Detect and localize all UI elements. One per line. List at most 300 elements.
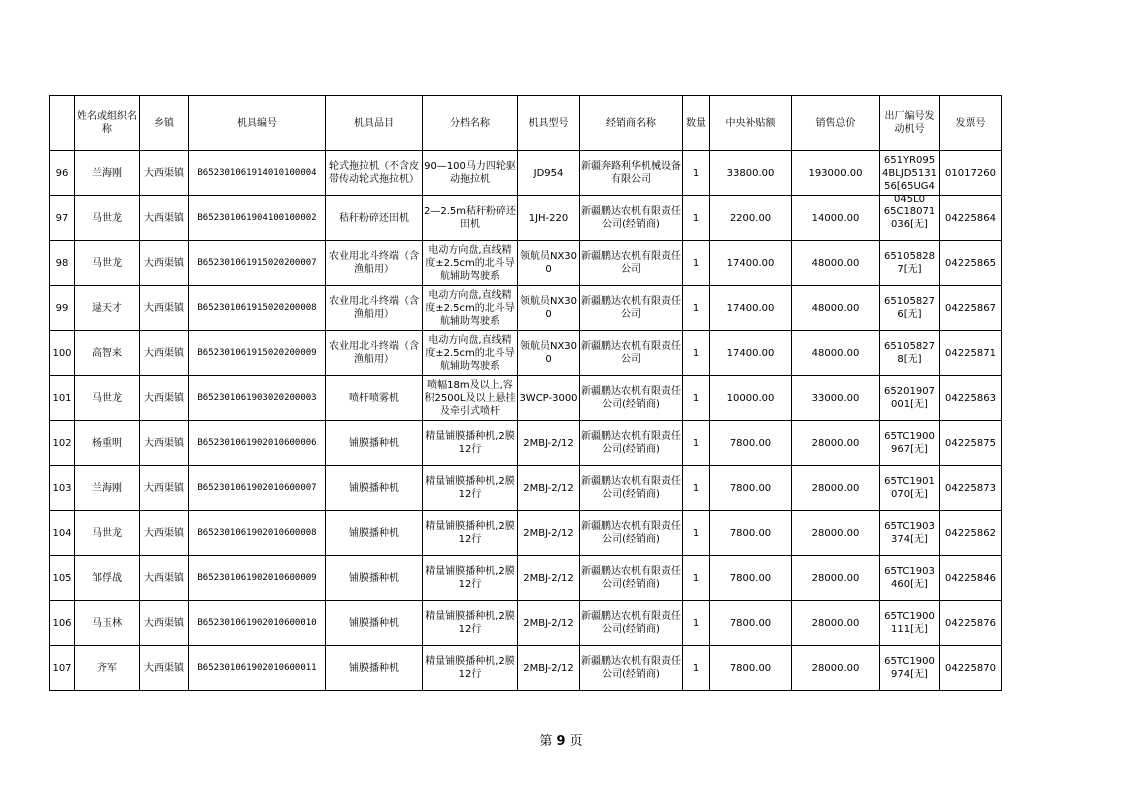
- cell-text: 101: [52, 392, 72, 404]
- cell-machine-number: [189, 331, 326, 376]
- table-row: [50, 421, 1002, 466]
- column-header-row-index: [50, 96, 75, 151]
- table-row: [50, 556, 1002, 601]
- cell-text: 大西渠镇: [144, 392, 184, 404]
- cell-machine-model: [518, 241, 580, 286]
- cell-township: [140, 241, 189, 286]
- cell-machine-number: [189, 151, 326, 196]
- cell-machine-number: [189, 196, 326, 241]
- cell-total-price: [792, 511, 880, 556]
- table-row: [50, 196, 1002, 241]
- cell-text: 04225875: [945, 437, 996, 449]
- cell-text: 28000.00: [811, 617, 860, 629]
- cell-text: 65TC1900974[无]: [884, 656, 935, 680]
- cell-text: 2MBJ-2/12: [523, 482, 574, 494]
- cell-text: 铺膜播种机: [349, 662, 399, 674]
- cell-machine-model: [518, 331, 580, 376]
- cell-text: 精量铺膜播种机,2膜12行: [425, 476, 515, 500]
- column-header-machine-model: 机具型号: [518, 96, 580, 151]
- column-header-machine-number: 机具编号: [189, 96, 326, 151]
- cell-central-subsidy: [710, 196, 792, 241]
- cell-text: B652301061902010600011: [197, 662, 317, 673]
- cell-text: 精量铺膜播种机,2膜12行: [425, 566, 515, 590]
- cell-text: 04225846: [945, 572, 996, 584]
- cell-central-subsidy: [710, 466, 792, 511]
- page-number: 9: [556, 734, 566, 749]
- cell-text: 90—100马力四轮驱动拖拉机: [424, 161, 516, 185]
- cell-central-subsidy: [710, 556, 792, 601]
- cell-total-price: [792, 151, 880, 196]
- cell-text: 大西渠镇: [144, 662, 184, 674]
- cell-applicant-name: [75, 466, 140, 511]
- cell-text: 48000.00: [811, 302, 860, 314]
- cell-text: 104: [52, 527, 72, 539]
- cell-text: 17400.00: [726, 347, 775, 359]
- column-header-total-price: 销售总价: [792, 96, 880, 151]
- cell-text: 1: [692, 482, 700, 494]
- cell-text: 04225864: [945, 212, 996, 224]
- cell-text: B652301061902010600007: [197, 482, 317, 493]
- cell-text: 大西渠镇: [144, 482, 184, 494]
- cell-machine-model: [518, 556, 580, 601]
- cell-text: 马世龙: [92, 212, 122, 224]
- cell-text: 7800.00: [729, 617, 772, 629]
- cell-text: B652301061902010600009: [197, 572, 317, 583]
- cell-text: 102: [52, 437, 72, 449]
- cell-row-index: [50, 286, 75, 331]
- cell-text: 电动方向盘,直线精度±2.5cm的北斗导航辅助驾驶系: [425, 334, 515, 372]
- cell-text: 秸秆粉碎还田机: [339, 212, 409, 224]
- cell-text: 大西渠镇: [144, 572, 184, 584]
- cell-machine-category: [326, 196, 423, 241]
- cell-text: 大西渠镇: [144, 617, 184, 629]
- cell-central-subsidy: [710, 376, 792, 421]
- cell-invoice-number: [940, 421, 1002, 466]
- cell-text: 65TC1900111[无]: [884, 611, 935, 635]
- cell-text: 100: [52, 347, 72, 359]
- cell-total-price: [792, 196, 880, 241]
- cell-machine-model: [518, 196, 580, 241]
- cell-machine-model: [518, 421, 580, 466]
- cell-text: 大西渠镇: [144, 437, 184, 449]
- cell-text: 651058276[无]: [884, 296, 935, 320]
- cell-text: 33000.00: [811, 392, 860, 404]
- cell-text: B652301061915020200007: [197, 257, 317, 268]
- cell-factory-engine-number: [880, 376, 940, 421]
- cell-invoice-number: [940, 331, 1002, 376]
- cell-machine-model: [518, 601, 580, 646]
- column-header-township: 乡镇: [140, 96, 189, 151]
- cell-row-index: [50, 241, 75, 286]
- cell-text: 新疆奔路利华机械设备有限公司: [581, 161, 681, 185]
- cell-factory-engine-number: [880, 601, 940, 646]
- cell-text: 2MBJ-2/12: [523, 617, 574, 629]
- cell-applicant-name: [75, 331, 140, 376]
- cell-text: 04225867: [945, 302, 996, 314]
- table-row: [50, 241, 1002, 286]
- cell-invoice-number: [940, 241, 1002, 286]
- table-row: [50, 331, 1002, 376]
- cell-text: 99: [55, 302, 69, 314]
- cell-text: 2—2.5m秸秆粉碎还田机: [424, 206, 517, 230]
- cell-tier-name: [423, 646, 518, 691]
- cell-text: 7800.00: [729, 572, 772, 584]
- cell-text: 7800.00: [729, 482, 772, 494]
- cell-machine-category: [326, 331, 423, 376]
- cell-machine-model: [518, 466, 580, 511]
- cell-text: 1: [692, 527, 700, 539]
- cell-dealer-name: [580, 376, 683, 421]
- cell-dealer-name: [580, 241, 683, 286]
- cell-text: 电动方向盘,直线精度±2.5cm的北斗导航辅助驾驶系: [425, 244, 515, 282]
- cell-quantity: [683, 286, 710, 331]
- cell-machine-number: [189, 286, 326, 331]
- cell-machine-category: [326, 466, 423, 511]
- cell-text: 651YR0954BLJD513156[65UG4045L0: [882, 154, 937, 205]
- cell-text: 28000.00: [811, 527, 860, 539]
- cell-text: 04225870: [945, 662, 996, 674]
- cell-text: 逯天才: [92, 302, 122, 314]
- cell-factory-engine-number: [880, 511, 940, 556]
- cell-invoice-number: [940, 466, 1002, 511]
- cell-tier-name: [423, 511, 518, 556]
- cell-text: 65TC1900967[无]: [884, 431, 935, 455]
- cell-text: 10000.00: [726, 392, 775, 404]
- cell-text: B652301061914010100004: [197, 167, 317, 178]
- cell-text: 96: [55, 167, 69, 179]
- cell-quantity: [683, 196, 710, 241]
- cell-row-index: [50, 556, 75, 601]
- cell-dealer-name: [580, 196, 683, 241]
- cell-tier-name: [423, 466, 518, 511]
- cell-text: 28000.00: [811, 662, 860, 674]
- cell-central-subsidy: [710, 601, 792, 646]
- cell-text: 精量铺膜播种机,2膜12行: [425, 611, 515, 635]
- cell-text: 农业用北斗终端（含渔船用）: [329, 251, 419, 275]
- cell-text: 马世龙: [92, 527, 122, 539]
- cell-total-price: [792, 466, 880, 511]
- cell-factory-engine-number: [880, 646, 940, 691]
- cell-text: 48000.00: [811, 347, 860, 359]
- cell-text: 1JH-220: [528, 212, 569, 224]
- cell-township: [140, 196, 189, 241]
- cell-text: 1: [692, 437, 700, 449]
- cell-dealer-name: [580, 556, 683, 601]
- cell-text: 1: [692, 662, 700, 674]
- cell-text: 大西渠镇: [144, 212, 184, 224]
- cell-text: 04225862: [945, 527, 996, 539]
- column-header-quantity: 数量: [683, 96, 710, 151]
- cell-text: 33800.00: [726, 167, 775, 179]
- cell-quantity: [683, 646, 710, 691]
- cell-text: 新疆鹏达农机有限责任公司(经销商): [581, 206, 681, 230]
- column-header-applicant-name: 姓名或组织名称: [75, 96, 140, 151]
- cell-machine-category: [326, 511, 423, 556]
- cell-text: 107: [52, 662, 72, 674]
- cell-applicant-name: [75, 151, 140, 196]
- cell-dealer-name: [580, 646, 683, 691]
- cell-machine-model: [518, 286, 580, 331]
- cell-text: 大西渠镇: [144, 302, 184, 314]
- cell-text: 喷幅18m及以上,容积2500L及以上悬挂及牵引式喷杆: [424, 379, 516, 417]
- cell-text: 97: [55, 212, 69, 224]
- cell-invoice-number: [940, 511, 1002, 556]
- cell-central-subsidy: [710, 241, 792, 286]
- cell-text: 新疆鹏达农机有限责任公司(经销商): [581, 521, 681, 545]
- cell-row-index: [50, 511, 75, 556]
- cell-text: 新疆鹏达农机有限责任公司(经销商): [581, 386, 681, 410]
- cell-machine-number: [189, 511, 326, 556]
- cell-dealer-name: [580, 421, 683, 466]
- cell-quantity: [683, 466, 710, 511]
- cell-text: 农业用北斗终端（含渔船用）: [329, 296, 419, 320]
- cell-text: 98: [55, 257, 69, 269]
- cell-text: 65TC1901070[无]: [884, 476, 935, 500]
- cell-central-subsidy: [710, 511, 792, 556]
- cell-text: B652301061903020200003: [197, 392, 317, 403]
- cell-total-price: [792, 556, 880, 601]
- column-header-machine-category: 机具品目: [326, 96, 423, 151]
- cell-text: 01017260: [945, 167, 996, 179]
- cell-row-index: [50, 466, 75, 511]
- cell-dealer-name: [580, 511, 683, 556]
- cell-applicant-name: [75, 196, 140, 241]
- cell-text: 7800.00: [729, 437, 772, 449]
- cell-machine-category: [326, 241, 423, 286]
- cell-quantity: [683, 556, 710, 601]
- cell-text: 1: [692, 167, 700, 179]
- cell-total-price: [792, 286, 880, 331]
- cell-text: 新疆鹏达农机有限责任公司(经销商): [581, 431, 681, 455]
- cell-total-price: [792, 331, 880, 376]
- header-row: [50, 96, 1002, 151]
- cell-dealer-name: [580, 466, 683, 511]
- cell-text: 新疆鹏达农机有限责任公司(经销商): [581, 566, 681, 590]
- cell-invoice-number: [940, 646, 1002, 691]
- cell-township: [140, 331, 189, 376]
- cell-quantity: [683, 511, 710, 556]
- page-footer: [0, 730, 1122, 749]
- cell-text: 1: [692, 302, 700, 314]
- cell-applicant-name: [75, 241, 140, 286]
- cell-quantity: [683, 241, 710, 286]
- cell-central-subsidy: [710, 151, 792, 196]
- cell-township: [140, 556, 189, 601]
- cell-machine-category: [326, 376, 423, 421]
- cell-text: 精量铺膜播种机,2膜12行: [425, 431, 515, 455]
- cell-central-subsidy: [710, 331, 792, 376]
- cell-row-index: [50, 646, 75, 691]
- cell-text: 651058278[无]: [884, 341, 935, 365]
- cell-text: 邹俘战: [92, 572, 122, 584]
- table-row: [50, 466, 1002, 511]
- cell-machine-number: [189, 376, 326, 421]
- cell-text: 3WCP-3000: [519, 392, 578, 404]
- cell-township: [140, 421, 189, 466]
- cell-text: 7800.00: [729, 527, 772, 539]
- cell-text: 新疆鹏达农机有限责任公司(经销商): [581, 611, 681, 635]
- cell-dealer-name: [580, 331, 683, 376]
- cell-text: 17400.00: [726, 302, 775, 314]
- cell-machine-number: [189, 601, 326, 646]
- cell-factory-engine-number: [880, 331, 940, 376]
- cell-applicant-name: [75, 556, 140, 601]
- cell-quantity: [683, 331, 710, 376]
- cell-factory-engine-number: [880, 286, 940, 331]
- cell-text: 04225863: [945, 392, 996, 404]
- cell-applicant-name: [75, 421, 140, 466]
- cell-text: JD954: [533, 167, 564, 179]
- table-body: [50, 151, 1002, 691]
- cell-text: 04225873: [945, 482, 996, 494]
- cell-text: 马玉林: [92, 617, 122, 629]
- cell-text: 兰海刚: [92, 167, 122, 179]
- table-row: [50, 601, 1002, 646]
- cell-row-index: [50, 331, 75, 376]
- cell-dealer-name: [580, 286, 683, 331]
- cell-quantity: [683, 151, 710, 196]
- cell-invoice-number: [940, 286, 1002, 331]
- cell-text: 65C18071036[无]: [883, 206, 936, 230]
- cell-machine-number: [189, 646, 326, 691]
- cell-dealer-name: [580, 151, 683, 196]
- cell-applicant-name: [75, 511, 140, 556]
- cell-machine-number: [189, 421, 326, 466]
- cell-text: 精量铺膜播种机,2膜12行: [425, 656, 515, 680]
- cell-total-price: [792, 646, 880, 691]
- cell-text: 铺膜播种机: [349, 527, 399, 539]
- cell-invoice-number: [940, 376, 1002, 421]
- cell-text: 领航员NX300: [519, 296, 578, 320]
- table-row: [50, 646, 1002, 691]
- cell-text: 105: [52, 572, 72, 584]
- column-header-tier-name: 分档名称: [423, 96, 518, 151]
- cell-text: 103: [52, 482, 72, 494]
- table-row: [50, 151, 1002, 196]
- cell-row-index: [50, 151, 75, 196]
- column-header-factory-engine-number: 出厂编号发动机号: [880, 96, 940, 151]
- cell-text: B652301061915020200009: [197, 347, 317, 358]
- cell-tier-name: [423, 421, 518, 466]
- cell-tier-name: [423, 556, 518, 601]
- footer-prefix: 第: [539, 734, 553, 749]
- cell-text: 04225871: [945, 347, 996, 359]
- cell-text: 106: [52, 617, 72, 629]
- cell-text: 齐军: [97, 662, 117, 674]
- cell-text: 新疆鹏达农机有限责任公司: [581, 251, 681, 275]
- cell-township: [140, 511, 189, 556]
- cell-township: [140, 376, 189, 421]
- cell-total-price: [792, 376, 880, 421]
- cell-machine-number: [189, 241, 326, 286]
- cell-row-index: [50, 376, 75, 421]
- cell-machine-category: [326, 601, 423, 646]
- cell-tier-name: [423, 241, 518, 286]
- cell-machine-model: [518, 151, 580, 196]
- cell-text: 领航员NX300: [519, 251, 578, 275]
- cell-text: 2MBJ-2/12: [523, 572, 574, 584]
- cell-text: 马世龙: [92, 257, 122, 269]
- cell-tier-name: [423, 331, 518, 376]
- table-row: [50, 511, 1002, 556]
- cell-text: 兰海刚: [92, 482, 122, 494]
- cell-text: 大西渠镇: [144, 257, 184, 269]
- cell-total-price: [792, 421, 880, 466]
- cell-factory-engine-number: [880, 151, 940, 205]
- cell-invoice-number: [940, 601, 1002, 646]
- cell-dealer-name: [580, 601, 683, 646]
- cell-applicant-name: [75, 646, 140, 691]
- cell-total-price: [792, 601, 880, 646]
- cell-text: B652301061902010600008: [197, 527, 317, 538]
- cell-machine-model: [518, 646, 580, 691]
- cell-machine-model: [518, 376, 580, 421]
- cell-text: 65201907001[无]: [884, 386, 935, 410]
- cell-text: 04225865: [945, 257, 996, 269]
- column-header-invoice-number: 发票号: [940, 96, 1002, 151]
- cell-total-price: [792, 241, 880, 286]
- cell-text: 1: [692, 212, 700, 224]
- cell-township: [140, 601, 189, 646]
- cell-text: 铺膜播种机: [349, 572, 399, 584]
- cell-central-subsidy: [710, 421, 792, 466]
- cell-text: 喷杆喷雾机: [349, 392, 399, 404]
- table-row: [50, 376, 1002, 421]
- cell-text: 1: [692, 392, 700, 404]
- cell-applicant-name: [75, 601, 140, 646]
- cell-text: 新疆鹏达农机有限责任公司: [581, 341, 681, 365]
- cell-machine-number: [189, 466, 326, 511]
- cell-applicant-name: [75, 376, 140, 421]
- cell-text: 轮式拖拉机（不含皮带传动轮式拖拉机）: [329, 161, 419, 185]
- cell-text: 新疆鹏达农机有限责任公司(经销商): [581, 656, 681, 680]
- cell-text: 1: [692, 347, 700, 359]
- cell-text: B652301061915020200008: [197, 302, 317, 313]
- cell-text: 17400.00: [726, 257, 775, 269]
- cell-machine-model: [518, 511, 580, 556]
- cell-text: 2MBJ-2/12: [523, 437, 574, 449]
- cell-invoice-number: [940, 151, 1002, 196]
- cell-tier-name: [423, 196, 518, 241]
- cell-text: 1: [692, 617, 700, 629]
- cell-central-subsidy: [710, 646, 792, 691]
- cell-tier-name: [423, 601, 518, 646]
- cell-text: 193000.00: [808, 167, 863, 179]
- cell-text: 新疆鹏达农机有限责任公司: [581, 296, 681, 320]
- cell-text: 精量铺膜播种机,2膜12行: [425, 521, 515, 545]
- cell-machine-category: [326, 421, 423, 466]
- cell-text: 7800.00: [729, 662, 772, 674]
- cell-text: 2200.00: [729, 212, 772, 224]
- column-header-dealer-name: 经销商名称: [580, 96, 683, 151]
- cell-text: 1: [692, 257, 700, 269]
- cell-text: 新疆鹏达农机有限责任公司(经销商): [581, 476, 681, 500]
- cell-text: 大西渠镇: [144, 167, 184, 179]
- cell-row-index: [50, 421, 75, 466]
- cell-invoice-number: [940, 556, 1002, 601]
- cell-township: [140, 286, 189, 331]
- cell-text: 14000.00: [811, 212, 860, 224]
- cell-row-index: [50, 601, 75, 646]
- cell-quantity: [683, 421, 710, 466]
- cell-text: 铺膜播种机: [349, 482, 399, 494]
- cell-machine-category: [326, 151, 423, 196]
- cell-machine-category: [326, 646, 423, 691]
- cell-invoice-number: [940, 196, 1002, 241]
- cell-text: 铺膜播种机: [349, 437, 399, 449]
- cell-text: 1: [692, 572, 700, 584]
- cell-tier-name: [423, 286, 518, 331]
